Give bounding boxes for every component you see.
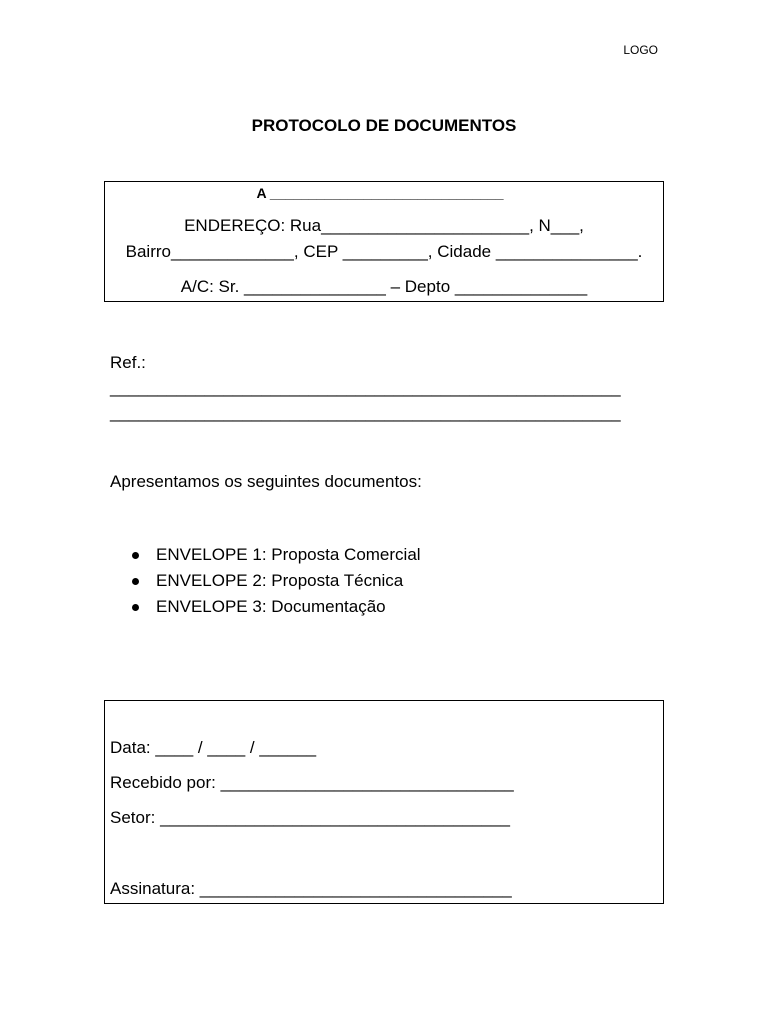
documents-intro: Apresentamos os seguintes documentos: (110, 472, 422, 491)
district-line: Bairro_____________, CEP _________, Cidade _______________. (125, 242, 643, 261)
list-item (110, 542, 421, 568)
reference-line-2: ______________________________________________________ (110, 403, 621, 422)
receipt-box (104, 700, 664, 904)
bullet-icon (132, 604, 139, 611)
document-list (110, 542, 421, 620)
recipient-line: A ______________________________ (256, 185, 504, 201)
document-item-label: ENVELOPE 3: Documentação (156, 597, 386, 616)
reference-section (110, 350, 621, 425)
received-by-field: Recebido por: _______________________________ (110, 773, 514, 792)
bullet-icon (132, 552, 139, 559)
logo-placeholder: LOGO (623, 43, 658, 57)
list-item (110, 594, 421, 620)
sector-field: Setor: _____________________________________ (110, 808, 510, 827)
address-box (104, 181, 664, 302)
signature-field: Assinatura: _________________________________ (110, 879, 512, 898)
document-item-label: ENVELOPE 2: Proposta Técnica (156, 571, 404, 590)
reference-line-1: ______________________________________________________ (110, 378, 621, 397)
list-item (110, 568, 421, 594)
street-line: ENDEREÇO: Rua______________________, N___, (184, 216, 584, 235)
bullet-icon (132, 578, 139, 585)
page-title: PROTOCOLO DE DOCUMENTOS (251, 116, 517, 135)
reference-label: Ref.: (110, 353, 146, 372)
document-item-label: ENVELOPE 1: Proposta Comercial (156, 545, 421, 564)
attention-line: A/C: Sr. _______________ – Depto ______________ (180, 277, 588, 296)
date-field: Data: ____ / ____ / ______ (110, 738, 317, 757)
